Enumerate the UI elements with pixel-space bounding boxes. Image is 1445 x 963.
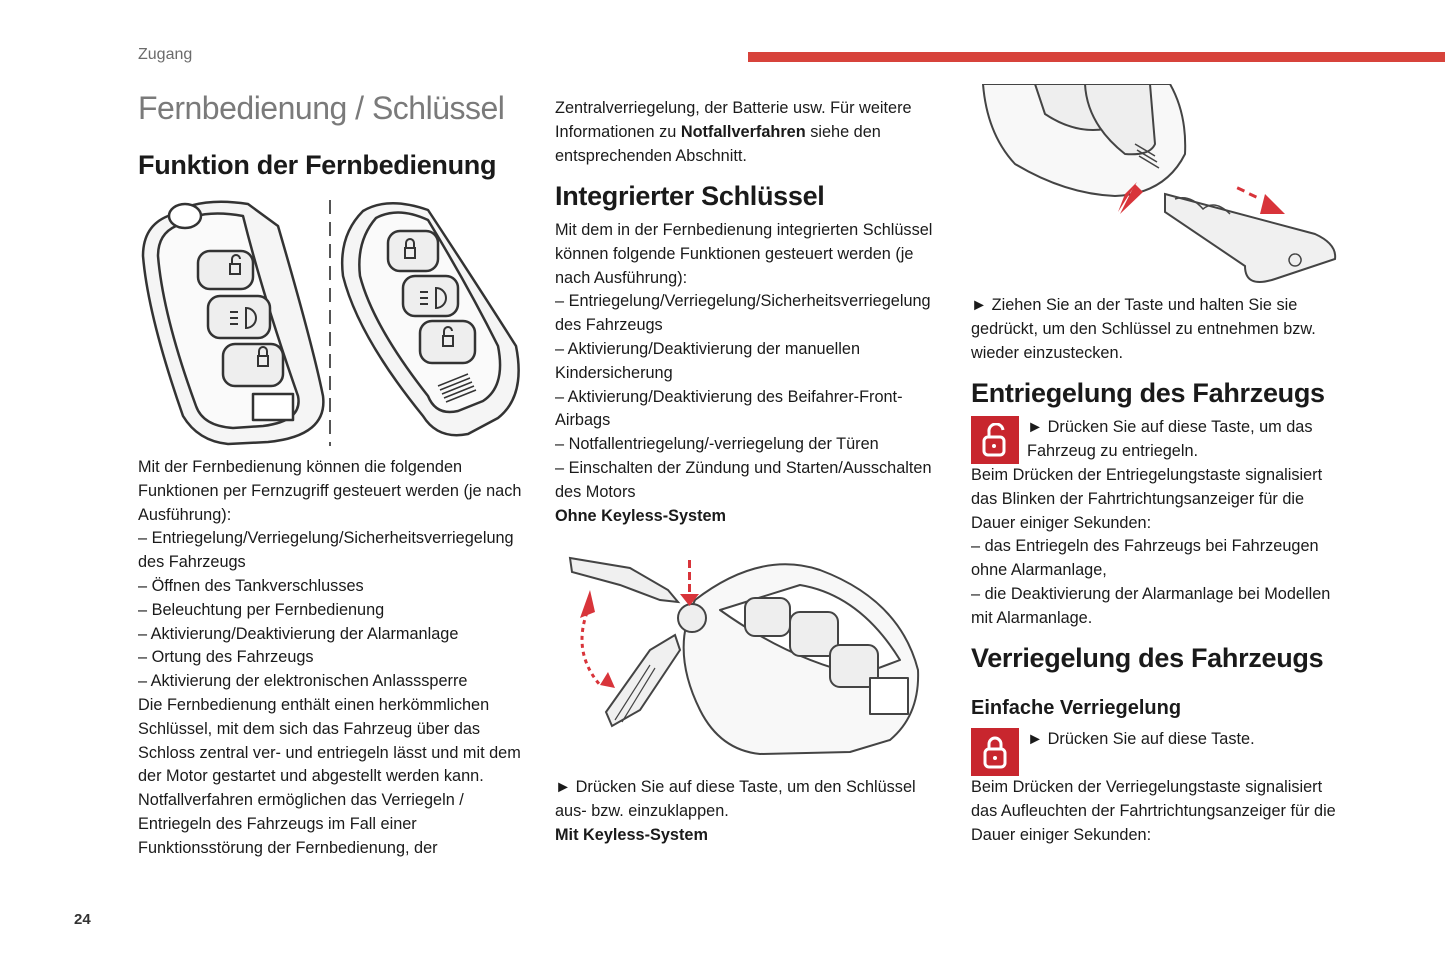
remote-key-illustration: [138, 196, 533, 450]
heading-integrated-key: Integrierter Schlüssel: [555, 181, 825, 211]
emergency-procedures-ref: Notfallverfahren: [680, 122, 806, 141]
col2-lower: [555, 776, 950, 847]
col2-continuation: [555, 97, 950, 168]
list-item: – Einschalten der Zündung und Starten/Ausschalten des Motors: [555, 458, 932, 501]
page-title: Fernbedienung / Schlüssel: [138, 90, 505, 126]
lock-button-icon: [971, 728, 1019, 776]
page-number: 24: [74, 911, 91, 928]
unlock-paragraph: Beim Drücken der Entriegelungstaste signalisiert das Blinken der Fahrtrichtungsanzeiger für die Dauer einiger Sekunden:: [971, 466, 1323, 532]
heading-locking: Verriegelung des Fahrzeugs: [971, 643, 1324, 673]
list-item: – Entriegelung/Verriegelung/Sicherheitsverriegelung des Fahrzeugs: [555, 292, 931, 335]
unlock-button-icon: [971, 416, 1019, 464]
subhead-without-keyless: Ohne Keyless-System: [555, 506, 727, 525]
heading-remote-function: Funktion der Fernbedienung: [138, 150, 497, 180]
lock-icon: [978, 735, 1012, 769]
unlock-icon: [978, 423, 1012, 457]
list-item: – die Deaktivierung der Alarmanlage bei Modellen mit Alarmanlage.: [971, 584, 1331, 627]
list-item: – Aktivierung/Deaktivierung des Beifahrer-Front-Airbags: [555, 387, 903, 430]
list-item: – Aktivierung/Deaktivierung der Alarmanlage: [138, 624, 459, 643]
col1-paragraph: Die Fernbedienung enthält einen herkömmlichen Schlüssel, mit dem sich das Fahrzeug über das Schloss zentral ver- und entriegeln lässt und mit dem der Motor gestartet und abgestellt werden kann.: [138, 695, 521, 786]
flip-key-illustration: [560, 540, 935, 760]
section-label: Zugang: [138, 46, 193, 63]
key-removal-instruction: ► Ziehen Sie an der Taste und halten Sie sie gedrückt, um den Schlüssel zu entnehmen bzw. wieder einzustecken.: [971, 296, 1316, 362]
lock-paragraph: Beim Drücken der Verriegelungstaste signalisiert das Aufleuchten der Fahrtrichtungsanzeiger für die Dauer einiger Sekunden:: [971, 778, 1336, 844]
key-removal-illustration: [975, 84, 1345, 290]
continuation-text: Zentralverriegelung, der Batterie usw. Für weitere Informationen zu: [555, 99, 912, 141]
col2-body: [555, 219, 950, 528]
col2-intro: Mit dem in der Fernbedienung integrierten Schlüssel können folgende Funktionen gesteuert werden (je nach Ausführung):: [555, 221, 933, 287]
continuation-text: siehe den entsprechenden Abschnitt.: [555, 122, 881, 165]
col1-intro: Mit der Fernbedienung können die folgenden Funktionen per Fernzugriff gesteuert werden (je nach Ausführung):: [138, 458, 522, 524]
list-item: – Aktivierung der elektronischen Anlasssperre: [138, 672, 468, 691]
header-accent-bar: [748, 52, 1445, 62]
lock-instruction: ► Drücken Sie auf diese Taste.: [1027, 730, 1255, 748]
unlock-section: [971, 416, 1351, 631]
lock-section: [971, 728, 1351, 847]
list-item: – Notfallentriegelung/-verriegelung der Türen: [555, 435, 879, 454]
heading-unlocking: Entriegelung des Fahrzeugs: [971, 378, 1325, 408]
fold-key-instruction: ► Drücken Sie auf diese Taste, um den Schlüssel aus- bzw. einzuklappen.: [555, 778, 916, 820]
col1-body: [138, 456, 533, 861]
list-item: – das Entriegeln des Fahrzeugs bei Fahrzeugen ohne Alarmanlage,: [971, 537, 1319, 580]
heading-simple-locking: Einfache Verriegelung: [971, 697, 1182, 719]
list-item: – Aktivierung/Deaktivierung der manuellen Kindersicherung: [555, 339, 860, 382]
list-item: – Entriegelung/Verriegelung/Sicherheitsverriegelung des Fahrzeugs: [138, 529, 514, 572]
col1-paragraph: Notfallverfahren ermöglichen das Verriegeln / Entriegeln des Fahrzeugs im Fall einer Funktionsstörung der Fernbedienung, der: [138, 791, 464, 857]
unlock-instruction: ► Drücken Sie auf diese Taste, um das Fahrzeug zu entriegeln.: [1027, 418, 1313, 460]
list-item: – Öffnen des Tankverschlusses: [138, 576, 364, 595]
list-item: – Ortung des Fahrzeugs: [138, 648, 314, 667]
subhead-with-keyless: Mit Keyless-System: [555, 825, 708, 844]
list-item: – Beleuchtung per Fernbedienung: [138, 600, 385, 619]
